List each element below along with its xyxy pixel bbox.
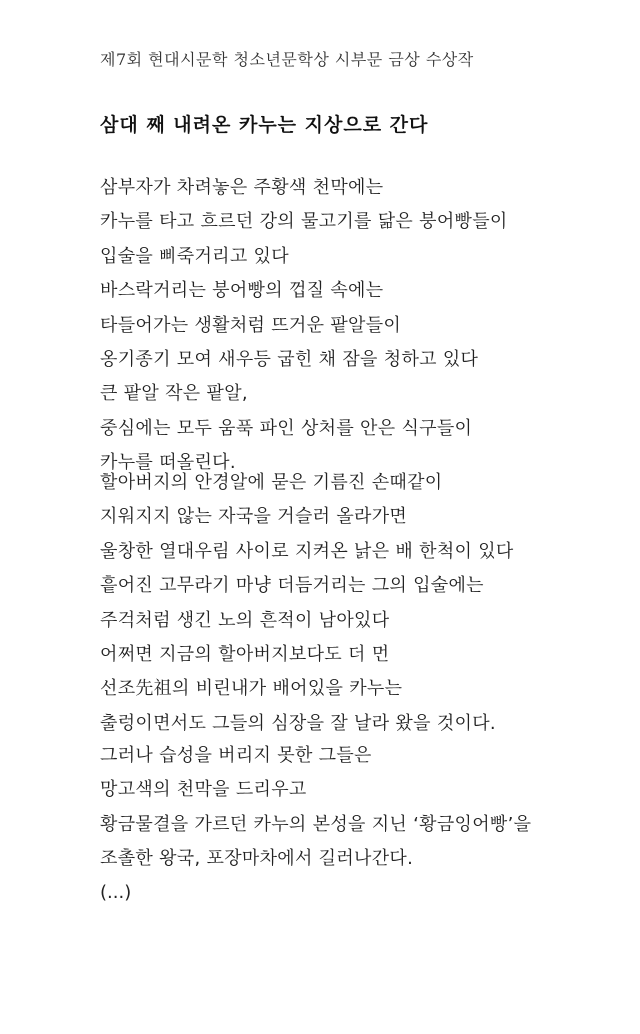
poem-line: 흩어진 고무라기 마냥 더듬거리는 그의 입술에는 <box>100 575 484 597</box>
poem-line: 출렁이면서도 그들의 심장을 잘 날라 왔을 것이다. <box>100 712 496 734</box>
award-subtitle: 제7회 현대시문학 청소년문학상 시부문 금상 수상작 <box>100 50 474 69</box>
stanza-3 <box>100 739 531 877</box>
poem-line: 바스락거리는 붕어빵의 껍질 속에는 <box>100 280 384 302</box>
poem-title: 삼대 째 내려온 카누는 지상으로 간다 <box>100 114 429 136</box>
stanza-1 <box>100 171 508 481</box>
poem-line: 타들어가는 생활처럼 뜨거운 팥알들이 <box>100 314 402 336</box>
poem-line: 망고색의 천막을 드리우고 <box>100 779 307 801</box>
omission-marker: (...) <box>100 882 132 903</box>
poem-line: 울창한 열대우림 사이로 지켜온 낡은 배 한척이 있다 <box>100 540 514 562</box>
poem-line: 옹기종기 모여 새우등 굽힌 채 잠을 청하고 있다 <box>100 348 479 370</box>
poem-line: 조촐한 왕국, 포장마차에서 길러나간다. <box>100 848 414 870</box>
poem-line: 할아버지의 안경알에 묻은 기름진 손때같이 <box>100 472 443 493</box>
stanza-2 <box>100 466 514 741</box>
poem-line: 큰 팥알 작은 팥알, <box>100 383 248 405</box>
poem-line: 지워지지 않는 자국을 거슬러 올라가면 <box>100 506 408 528</box>
poem-line: 선조先祖의 비린내가 배어있을 카누는 <box>100 678 403 700</box>
poem-line: 어쩌면 지금의 할아버지보다도 더 먼 <box>100 643 390 665</box>
poem-line: 삼부자가 차려놓은 주황색 천막에는 <box>100 177 384 198</box>
poem-line: 중심에는 모두 움푹 파인 상처를 안은 식구들이 <box>100 417 473 439</box>
poem-line: 카누를 타고 흐르던 강의 물고기를 닮은 붕어빵들이 <box>100 211 508 233</box>
poem-line: 카누를 떠올린다. <box>100 452 236 474</box>
poem-line: 주걱처럼 생긴 노의 흔적이 남아있다 <box>100 609 390 631</box>
poem-line: 그러나 습성을 버리지 못한 그들은 <box>100 745 372 766</box>
poem-line: 입술을 삐죽거리고 있다 <box>100 245 289 267</box>
poem-line: 황금물결을 가르던 카누의 본성을 지닌 ‘황금잉어빵’을 <box>100 813 532 835</box>
